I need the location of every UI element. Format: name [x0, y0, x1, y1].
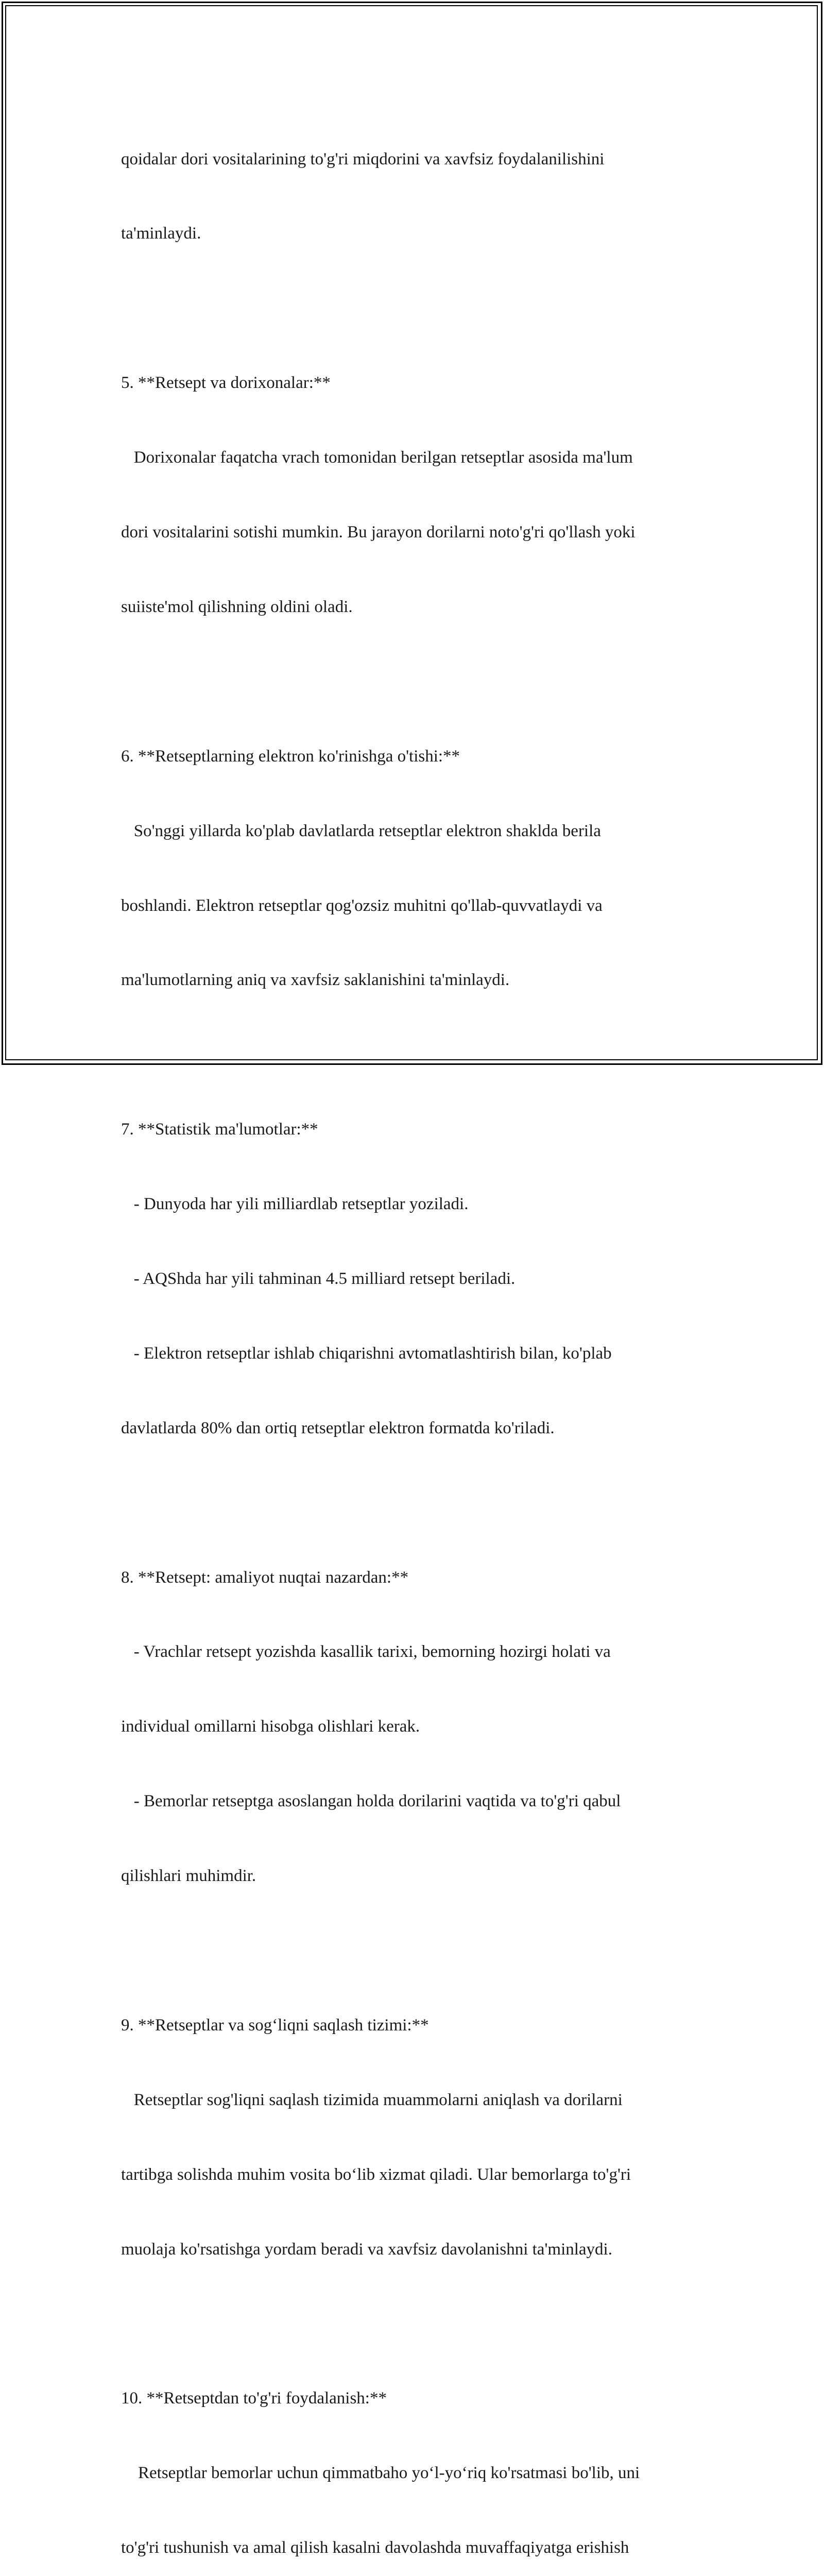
list-item: - Vrachlar retsept yozishda kasallik tarixi, bemorning hozirgi holati va	[121, 1642, 611, 1662]
list-item: - AQShda har yili tahminan 4.5 milliard retsept beriladi.	[121, 1269, 516, 1288]
text-line: to'g'ri tushunish va amal qilish kasalni davolashda muvaffaqiyatga erishish	[121, 2538, 629, 2557]
text-line: individual omillarni hisobga olishlari kerak.	[121, 1717, 420, 1736]
section-heading: 6. **Retseptlarning elektron ko'rinishga o'tishi:**	[121, 747, 460, 766]
text-line: ma'lumotlarning aniq va xavfsiz saklanishini ta'minlaydi.	[121, 971, 510, 990]
section-heading: 8. **Retsept: amaliyot nuqtai nazardan:**	[121, 1568, 409, 1587]
section-8	[121, 1515, 729, 1938]
text-line: qoidalar dori vositalarining to'g'ri miqdorini va xavfsiz foydalanilishini	[121, 149, 605, 168]
text-line: So'nggi yillarda ko'plab davlatlarda retseptlar elektron shaklda berila	[121, 821, 601, 840]
text-line: Dorixonalar faqatcha vrach tomonidan berilgan retseptlar asosida ma'lum	[121, 448, 633, 467]
text-line: boshlandi. Elektron retseptlar qog'ozsiz muhitni qo'llab-quvvatlaydi va	[121, 896, 603, 915]
section-9	[121, 1963, 729, 2311]
section-heading: 10. **Retseptdan to'g'ri foydalanish:**	[121, 2389, 387, 2408]
text-line: qilishlari muhimdir.	[121, 1867, 256, 1886]
section-heading: 5. **Retsept va dorixonalar:**	[121, 374, 331, 393]
section-6	[121, 694, 729, 1042]
text-line: davlatlarda 80% dan ortiq retseptlar elektron formatda ko'riladi.	[121, 1418, 555, 1437]
section-heading: 9. **Retseptlar va sog‘liqni saqlash tizimi:**	[121, 2015, 429, 2035]
list-item: - Bemorlar retseptga asoslangan holda dorilarini vaqtida va to'g'ri qabul	[121, 1792, 621, 1811]
list-item: - Dunyoda har yili milliardlab retseptlar yoziladi.	[121, 1195, 469, 1214]
list-item: - Elektron retseptlar ishlab chiqarishni avtomatlashtirish bilan, ko'plab	[121, 1344, 612, 1363]
paragraph-continuation	[121, 97, 729, 296]
text-line: Retseptlar bemorlar uchun qimmatbaho yo‘l-yo‘riq ko'rsatmasi bo'lib, uni	[121, 2464, 640, 2483]
section-heading: 7. **Statistik ma'lumotlar:**	[121, 1120, 318, 1139]
text-line: dori vositalarini sotishi mumkin. Bu jarayon dorilarni noto'g'ri qo'llash yoki	[121, 523, 636, 542]
text-line: muolaja ko'rsatishga yordam beradi va xavfsiz davolanishni ta'minlaydi.	[121, 2240, 612, 2259]
section-5	[121, 321, 729, 669]
text-line: Retseptlar sog'liqni saqlash tizimida muammolarni aniqlash va dorilarni	[121, 2090, 623, 2109]
text-line: ta'minlaydi.	[121, 224, 201, 243]
section-7	[121, 1067, 729, 1490]
document-body	[121, 97, 729, 2576]
section-10	[121, 2336, 729, 2576]
text-line: tartibga solishda muhim vosita bo‘lib xizmat qiladi. Ular bemorlarga to'g'ri	[121, 2165, 631, 2184]
text-line: suiiste'mol qilishning oldini oladi.	[121, 597, 353, 616]
